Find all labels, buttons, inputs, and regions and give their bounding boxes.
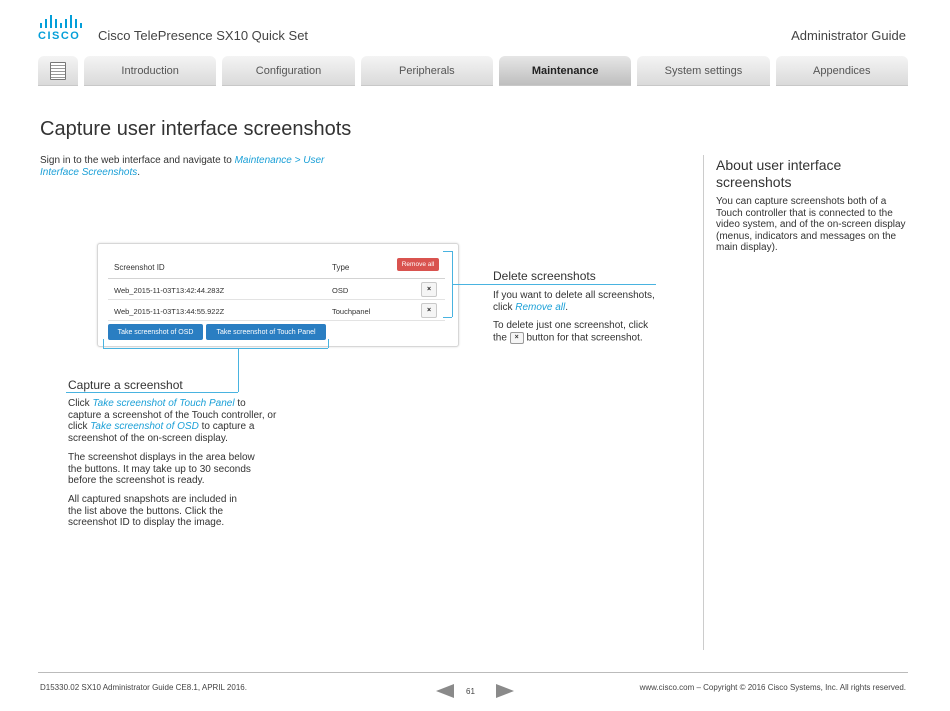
intro-prefix: Sign in to the web interface and navigate to [40, 155, 235, 166]
table-header [108, 254, 445, 279]
tab-appendices[interactable]: Appendices [776, 56, 908, 86]
contents-icon [50, 62, 66, 80]
remove-all-button[interactable]: Remove all [397, 258, 439, 271]
close-icon: × [510, 332, 524, 344]
capture-text-1a: Click [68, 398, 93, 409]
guide-title: Administrator Guide [791, 28, 906, 43]
intro-text [40, 155, 330, 179]
capture-callout-line [238, 348, 239, 392]
delete-callout-line [443, 317, 452, 318]
document-title: Cisco TelePresence SX10 Quick Set [98, 28, 309, 43]
delete-text-1-suffix: . [565, 301, 569, 313]
screenshot-id-link[interactable]: Web_2015-11-03T13:42:44.283Z [114, 286, 225, 295]
tab-maintenance[interactable]: Maintenance [499, 56, 631, 86]
delete-text-1 [493, 290, 663, 313]
cisco-logo [38, 14, 86, 44]
chapter-tabs [38, 56, 908, 86]
page-title: Capture user interface screenshots [40, 118, 352, 140]
take-screenshot-osd-button[interactable]: Take screenshot of OSD [108, 324, 203, 340]
tab-introduction[interactable]: Introduction [84, 56, 216, 86]
take-screenshot-touch-panel-button[interactable]: Take screenshot of Touch Panel [206, 324, 326, 340]
col-type: Type [332, 263, 350, 272]
col-screenshot-id: Screenshot ID [114, 263, 165, 272]
delete-text-2-prefix: To delete just one screenshot, click the [493, 320, 649, 344]
tab-peripherals[interactable]: Peripherals [361, 56, 493, 86]
screenshot-table [108, 254, 445, 321]
tab-system-settings[interactable]: System settings [637, 56, 769, 86]
delete-screenshots-heading: Delete screenshots [493, 269, 596, 283]
capture-text-1c: to capture a screenshot of the on-screen display. [68, 421, 255, 444]
intro-suffix: . [137, 167, 141, 178]
screenshot-type: Touchpanel [332, 307, 371, 316]
table-row [108, 300, 445, 321]
capture-screenshot-heading: Capture a screenshot [68, 378, 183, 392]
delete-callout-line [452, 284, 656, 285]
delete-screenshot-button[interactable] [421, 303, 437, 318]
table-row [108, 279, 445, 300]
capture-callout-line [328, 339, 329, 348]
previous-page-arrow-icon[interactable] [436, 684, 454, 698]
capture-text-2: The screenshot displays in the area below the buttons. It may take up to 30 seconds before the screenshot is ready. [68, 452, 255, 486]
side-text: You can capture screenshots both of a Touch controller that is connected to the video system, and of the on-screen display (menus, indicators and messages on the main display). [716, 196, 906, 253]
delete-callout-line [443, 251, 452, 252]
cisco-logo-bars-icon [40, 14, 86, 28]
close-icon: × [426, 307, 432, 314]
delete-screenshot-button[interactable] [421, 282, 437, 297]
remove-all-link: Remove all [515, 301, 566, 313]
touch-panel-link: Take screenshot of Touch Panel [92, 398, 235, 409]
next-page-arrow-icon[interactable] [496, 684, 514, 698]
maintenance-link[interactable]: Maintenance > User Interface Screenshots [40, 155, 325, 178]
screenshot-id-link[interactable]: Web_2015-11-03T13:44:55.922Z [114, 307, 225, 316]
footer-copyright: www.cisco.com – Copyright © 2016 Cisco Systems, Inc. All rights reserved. [639, 683, 906, 692]
capture-text-3: All captured snapshots are included in the list above the buttons. Click the screenshot ID to display the image. [68, 494, 237, 528]
side-heading: About user interface screenshots [716, 157, 842, 190]
capture-callout-line [103, 339, 104, 348]
screenshot-type: OSD [332, 286, 349, 295]
close-icon: × [426, 286, 432, 293]
capture-callout-line [66, 392, 238, 393]
delete-text-2-suffix: button for that screenshot. [523, 332, 643, 344]
cisco-logo-text: CISCO [38, 30, 81, 42]
column-divider [703, 155, 704, 650]
screenshot-panel [97, 243, 459, 347]
tab-contents[interactable] [38, 56, 78, 86]
capture-callout-line [103, 348, 328, 349]
footer-rule [38, 672, 908, 673]
capture-text-1b: to capture a screenshot of the Touch controller, or click [68, 398, 277, 432]
osd-link: Take screenshot of OSD [90, 421, 199, 432]
tab-configuration[interactable]: Configuration [222, 56, 354, 86]
pager [436, 684, 514, 698]
delete-text-2 [493, 320, 663, 344]
delete-text-1-prefix: If you want to delete all screenshots, click [493, 290, 655, 313]
capture-text-1 [68, 398, 278, 444]
page-number: 61 [466, 687, 475, 696]
footer-doc-id: D15330.02 SX10 Administrator Guide CE8.1, APRIL 2016. [40, 683, 247, 692]
